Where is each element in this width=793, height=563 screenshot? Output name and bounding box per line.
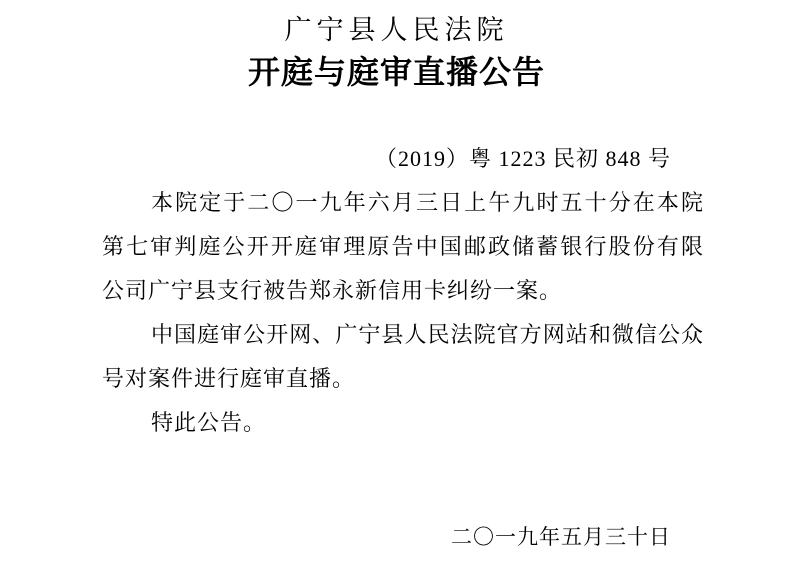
paragraph1-line1: 本院定于二〇一九年六月三日上午九时五十分在本院 <box>151 190 703 215</box>
case-number: （2019）粤 1223 民初 848 号 <box>374 146 671 171</box>
closing-statement: 特此公告。 <box>151 410 267 435</box>
court-name-heading: 广宁县人民法院 <box>284 15 509 45</box>
paragraph2-line1: 中国庭审公开网、广宁县人民法院官方网站和微信公众 <box>151 322 703 347</box>
announcement-title: 开庭与庭审直播公告 <box>247 54 545 90</box>
document-body <box>102 137 703 445</box>
announcement-date: 二〇一九年五月三十日 <box>451 525 671 549</box>
paragraph2-line2: 号对案件进行庭审直播。 <box>102 366 356 391</box>
paragraph1-line2: 第七审判庭公开开庭审理原告中国邮政储蓄银行股份有限 <box>102 234 703 259</box>
paragraph1-line3: 公司广宁县支行被告郑永新信用卡纠纷一案。 <box>102 278 563 303</box>
